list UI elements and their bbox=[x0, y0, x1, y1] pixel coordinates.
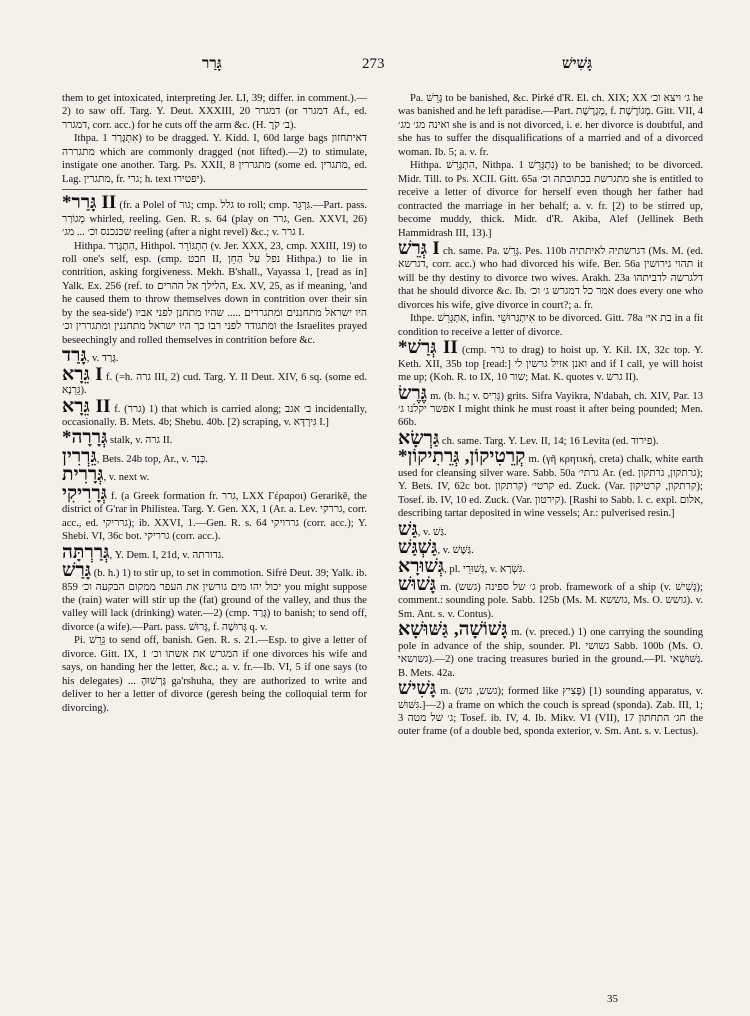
entry-text: , pl. גְּשׁוּרֵי, v. גִּשְׁרָא. bbox=[444, 563, 526, 575]
entry-garesh-ii bbox=[398, 339, 703, 384]
entry-text: (cmp. גרר to drag) to hoist up. Y. Kil. IX, 32c top. Y. Keth. XII, 35b top [read:] ואנן אזיל גרשין לי and if I call, ye will hoist me up; (Koh. R. to IX, 10 שור; Mat. K. quotes v. גרש II). bbox=[398, 345, 703, 384]
entry-text: (b. h.) 1) to stir up, to set in commotion. Sifré Deut. 39; Yalk. ib. 859 יכול יהו מים גורשין את העפר ממקום הבקעה וכ׳ you might suppose the (rain) water will stir up the (fat) ground of the valley, and thus the valley will lack (drinking) water.—2) (cmp. גָּרַד) to banish; to send off, divorce (a wife).—Part. pass. גָּרוּשׁ, f. גְּרוּשָׁה q. v. bbox=[62, 568, 367, 633]
entry-text: m. (γῆ κρητική, creta) chalk, white earth used for cleansing silver ware. Sabb. 50a גרתי׳ Ar. (ed. גרתקון, גרתקון); Y. Bets. IV, 62c bot. קרטי׳ (קרתקון ed. Zuck. (Var. קרתקון, קרטיקון); Tosef. ib. IV, 10 ed. Zuck. (Var. קירטון). [Rashi to Sabb. l. c. expl. אלום, describing tartar deposited in wine vessels; Ar.: pulverised resin.] bbox=[398, 454, 704, 520]
entry-gerata bbox=[62, 429, 367, 447]
left-column bbox=[62, 92, 367, 715]
entry-garash bbox=[62, 562, 367, 715]
entry-text: , Y. Dem. I, 21d, v. גדורתה. bbox=[109, 549, 224, 561]
entry-text: f. (a Greek formation fr. גרר, LXX Γέραροι) Gerarikē, the district of G'rar in Philistea. Targ. Y. Gen. XX, 1 (Ar. a. Lev. גררקי, corr. acc., ed. גרריקי); ib. XXVI, 1.—Gen. R. s. 64 גררויקי (corr. acc.); Y. Shebi. VI, 36c bot. גרריקי (corr. acc.). bbox=[62, 490, 368, 543]
entry-geresh bbox=[398, 382, 704, 430]
entry-text: , v. גַּשׁ. bbox=[417, 526, 447, 538]
headword: גָּשׁוּשׁ bbox=[398, 573, 437, 595]
page-number: 273 bbox=[362, 56, 385, 72]
entry-garar-ii bbox=[62, 194, 367, 347]
headword: *גְּרָרָה bbox=[62, 427, 108, 449]
entry-gash bbox=[398, 518, 703, 540]
entry-gashush bbox=[398, 573, 703, 621]
entry-subsection: Hithpa. הִתְגָּרֵשׁ, Nithpa. נִתְגָּרֵשׁ 1) to be banished; to be divorced. Midr. Till. to Ps. XCII. Gitt. 65a מתגרשת בכתובתה וכ׳ she is entitled to receive a letter of divorce for herself even though her father had contracted the marriage in her behalf; a. v. fr. [2) to be stirred up, become muddy, thick. Midr. d'R. Akiba, Alef (Jellinek Beth Hammidrash III, 13).] bbox=[398, 160, 703, 239]
entry-text: m. (b. h.; v. גְּרִיס) grits. Sifra Vayikra, N'dabah, ch. XIV, Par. 13 אפשר יקלנו ג׳ I might think he must roast it after being pounded; Men. 66b. bbox=[398, 390, 704, 429]
entry-garesh-i bbox=[398, 237, 704, 339]
entry-gerarta bbox=[62, 541, 367, 563]
entry-gerra-i bbox=[62, 363, 367, 398]
headword: גְּשׁוּרָא bbox=[398, 555, 445, 577]
headword: גְּרֵשׁ I bbox=[398, 237, 440, 259]
headword: גָּשִׁישׁ bbox=[398, 678, 437, 700]
headword: גֵּרָא II bbox=[62, 395, 111, 417]
entry-gashushah bbox=[398, 621, 703, 680]
entry-text: , Bets. 24b top, Ar., v. כְּנַר. bbox=[96, 453, 208, 465]
entry-gerrin bbox=[62, 445, 367, 467]
entry-text: m. (גשש) ג׳ של ספינה prob. framework of a ship (v. גָּשִׁישׁ); comment.: sounding pole. Sabb. 125b (Ms. M. גוששא, Ms. O. גושש). v. Sm. Ant. s. v. Contus). bbox=[398, 581, 703, 620]
entry-text: ch. same. Pa. גָּרֵשׁ. Pes. 110b דגרשתיה לאיתתיה (Ms. M. (ed. דגרשא, corr. acc.) who had divorced his wife. Ber. 56a תהוי גירושין it will be thy destiny to divorce two wives. Arakh. 23a דלגרשה לדביתהו that he should divorce &c. Ib. אמר כל דמגרש ג׳ וכ׳ does every one who divorces his wife, give divorce in court?; a. fr. bbox=[398, 245, 704, 311]
headword: *גְּרַשׁ II bbox=[398, 337, 458, 359]
signature-mark: 35 bbox=[607, 993, 618, 1005]
headword: גֵּרְרִין bbox=[62, 445, 97, 467]
entry-text: m. (גשש, גוש); formed like פָּצִיץ) [1) sounding apparatus, v. גִּשּׁוּשׁ.]—2) a frame on which the couch is spread (sponda). Zab. III, 1; 3 ג׳ של מטה; Tosef. ib. IV, 4. Ib. Mikv. VI (VII), 17 חג׳ התחתון the outer frame (of a double bed, sponda exterior, v. Sm. Ant. s. v. Lectus). bbox=[398, 686, 704, 738]
entry-gerra-ii bbox=[62, 395, 368, 430]
entry-subsection: Pi. גֵּרֵשׁ to send off, banish. Gen. R. s. 21.—Esp. to give a letter of divorce. Gitt. IX, 1 המגרש את אשתו וכ׳ if one divorces his wife and says, on handing her the letter, &c.; a. v. fr.—Ib. VI, 5 if one says (to his delegates) ... גָּרְשׁוּהָ ga'rshuha, they are authorized to write and deliver to her a letter of divorce (geresh being the colloquial term for divorcing). bbox=[62, 635, 368, 714]
entry-continuation bbox=[62, 92, 367, 186]
page-header bbox=[62, 56, 702, 78]
right-column bbox=[398, 92, 703, 739]
entry-gerarit bbox=[62, 466, 367, 484]
entry-text: Pa. גָּרֵשׁ to be banished, &c. Pirké d'R. El. ch. XIX; XX ג׳ ויצא וכ׳ he was banished and he left paradise.—Part. מְגָרֶשֶׁת, f. מְגוֹרֶשֶׁת. Gitt. VII, 4 ואינה מג׳ מג׳ she is and is not divorced, i. e. her divorce is doubtful, and she has to suffer the disqualifications of a married and of a divorced woman. Ib. 5; a. v. fr. bbox=[398, 93, 704, 158]
entry-kretikon bbox=[398, 448, 703, 520]
entry-gashish bbox=[398, 680, 703, 739]
headword: גָּרַשׁ bbox=[62, 560, 92, 582]
entry-text: f. (גרר) 1) that which is carried along; ב׳ אגב incidentally, occasionally. B. Mets. 4b; Shebu. 40b. [2) scraping, v. גִּירְדָּא I.] bbox=[62, 403, 368, 428]
headword: גְּרַרְתָּה bbox=[62, 541, 110, 563]
entry-text: m. (v. preced.) 1) one carrying the sounding pole in advance of the ship, sounder. Pl. גשושי Sabb. 100b (Ms. O. גשושאי).—2) one tracing treasures buried in the ground.—Pl. גַּשּׁוּשַׁאי. B. Mets. 42a. bbox=[398, 627, 704, 679]
headword: גַּשְׁגַּשׁ bbox=[398, 537, 438, 559]
entry-garash-continued bbox=[398, 92, 703, 240]
headword: גֶּרֶשׂ bbox=[398, 382, 428, 404]
entry-text: , v. גָּרַד. bbox=[86, 353, 119, 365]
entry-text: ch. same. Targ. Y. Lev. II, 14; 16 Levita (ed. פירוד). bbox=[441, 435, 659, 447]
entry-text: stalk, v. גרה II. bbox=[110, 435, 173, 447]
entry-subsection: Hithpa. הִתְגָּרַר, Hithpol. הִתְגּוֹרֵר (v. Jer. XXX, 23, cmp. XXIII, 19) to roll one's self, esp. (cmp. חבט II, נפל עַל הַחֵן Hithpa.) to lie in contrition, asking forgiveness. Mekh. B'shall., Vayassa 1, [read as in] Yalk. Ex. 256 (ref. to הלילך אל ההרים, Ex. XV, 25, as if meaning, 'and he caused them to throw themselves down in contrition over their sin by the sea-side') היו ישראל מתחננים ומתגררים ..... שהיו מתחנן לפני אביו ומתגודד לפני רבו כך היו ישראל מתחננין ומתגררין וכ׳ the Israelites prayed beseechingly and rolled themselves in contrition before &c. bbox=[62, 240, 368, 346]
headword: גְּרָרִית bbox=[62, 464, 104, 486]
headword: *קְרֵטִיקוֹן, גְּרֵתִיקוֹן bbox=[398, 446, 526, 468]
headword: *גָּרַר II bbox=[62, 192, 117, 214]
entry-text: (fr. a Polel of גור; cmp. גלל to roll; cmp. גִּרְגֵּר.—Part. pass. מְגוֹרַר whirled, reeling. Gen. R. s. 64 (play on גרר, Gen. XXVI, 26) שכנכנס וכ׳ ... מג׳ reeling (after a night revel) &c.; v. גרר I. bbox=[62, 200, 367, 239]
entry-text: , v. next w. bbox=[103, 472, 150, 484]
entry-gerariki bbox=[62, 482, 368, 544]
entry-text: f. (=h. גרה III, 2) cud. Targ. Y. II Deut. XIV, 6 sq. (some ed. גֵּרְנָא). bbox=[62, 371, 367, 397]
entry-garad bbox=[62, 347, 367, 365]
entry-text: them to get intoxicated, interpreting Jer. LI, 39; differ. in comment.).—2) to saw off. Targ. Y. Deut. XXXIII, 20 דמגרר (or דמגרר Af., ed. דמגרר, corr. acc.) for he cuts off the arm &c. (H. ב׳ קֹרֶ). bbox=[62, 93, 368, 131]
entry-gashura bbox=[398, 555, 703, 577]
headword: גֵּרָא I bbox=[62, 363, 103, 385]
entry-text: , v. גַּשָּׁשׁ. bbox=[437, 545, 474, 557]
running-head-left: גָּרַר bbox=[202, 56, 222, 72]
headword: גְּרָרִיקִי bbox=[62, 482, 108, 504]
headword: גָּשׁוֹשָׁה, גַּשּׁוּשָׁא bbox=[398, 619, 508, 641]
headword: גָּרַד bbox=[62, 345, 87, 367]
headword: גַּשׁ bbox=[398, 518, 418, 540]
entry-subsection: Ithpe. אִתְגְּרֵשׁ, infin. אִיתְגַּרוּשֵׁי to be divorced. Gitt. 78a בת אי׳ in a fit condition to receive a letter of divorce. bbox=[398, 313, 703, 338]
headword: גַּרְשָׂא bbox=[398, 427, 440, 449]
entry-subsection: Ithpa. אִתְגָּרַר 1) to be dragged. Y. Kidd. I, 60d large bags דאיתחזון מתגררה which are commonly dragged (not lifted).—2) to stimulate, instigate one another. Targ. Ps. XXII, 8 מתגררין (some ed. מתגרין, ed. Lag. מתגרין, fr. גרי; h. text יפטירו). bbox=[62, 133, 367, 185]
entry-divider bbox=[62, 189, 367, 190]
running-head-right: גָּשִׁישׁ bbox=[562, 56, 593, 72]
